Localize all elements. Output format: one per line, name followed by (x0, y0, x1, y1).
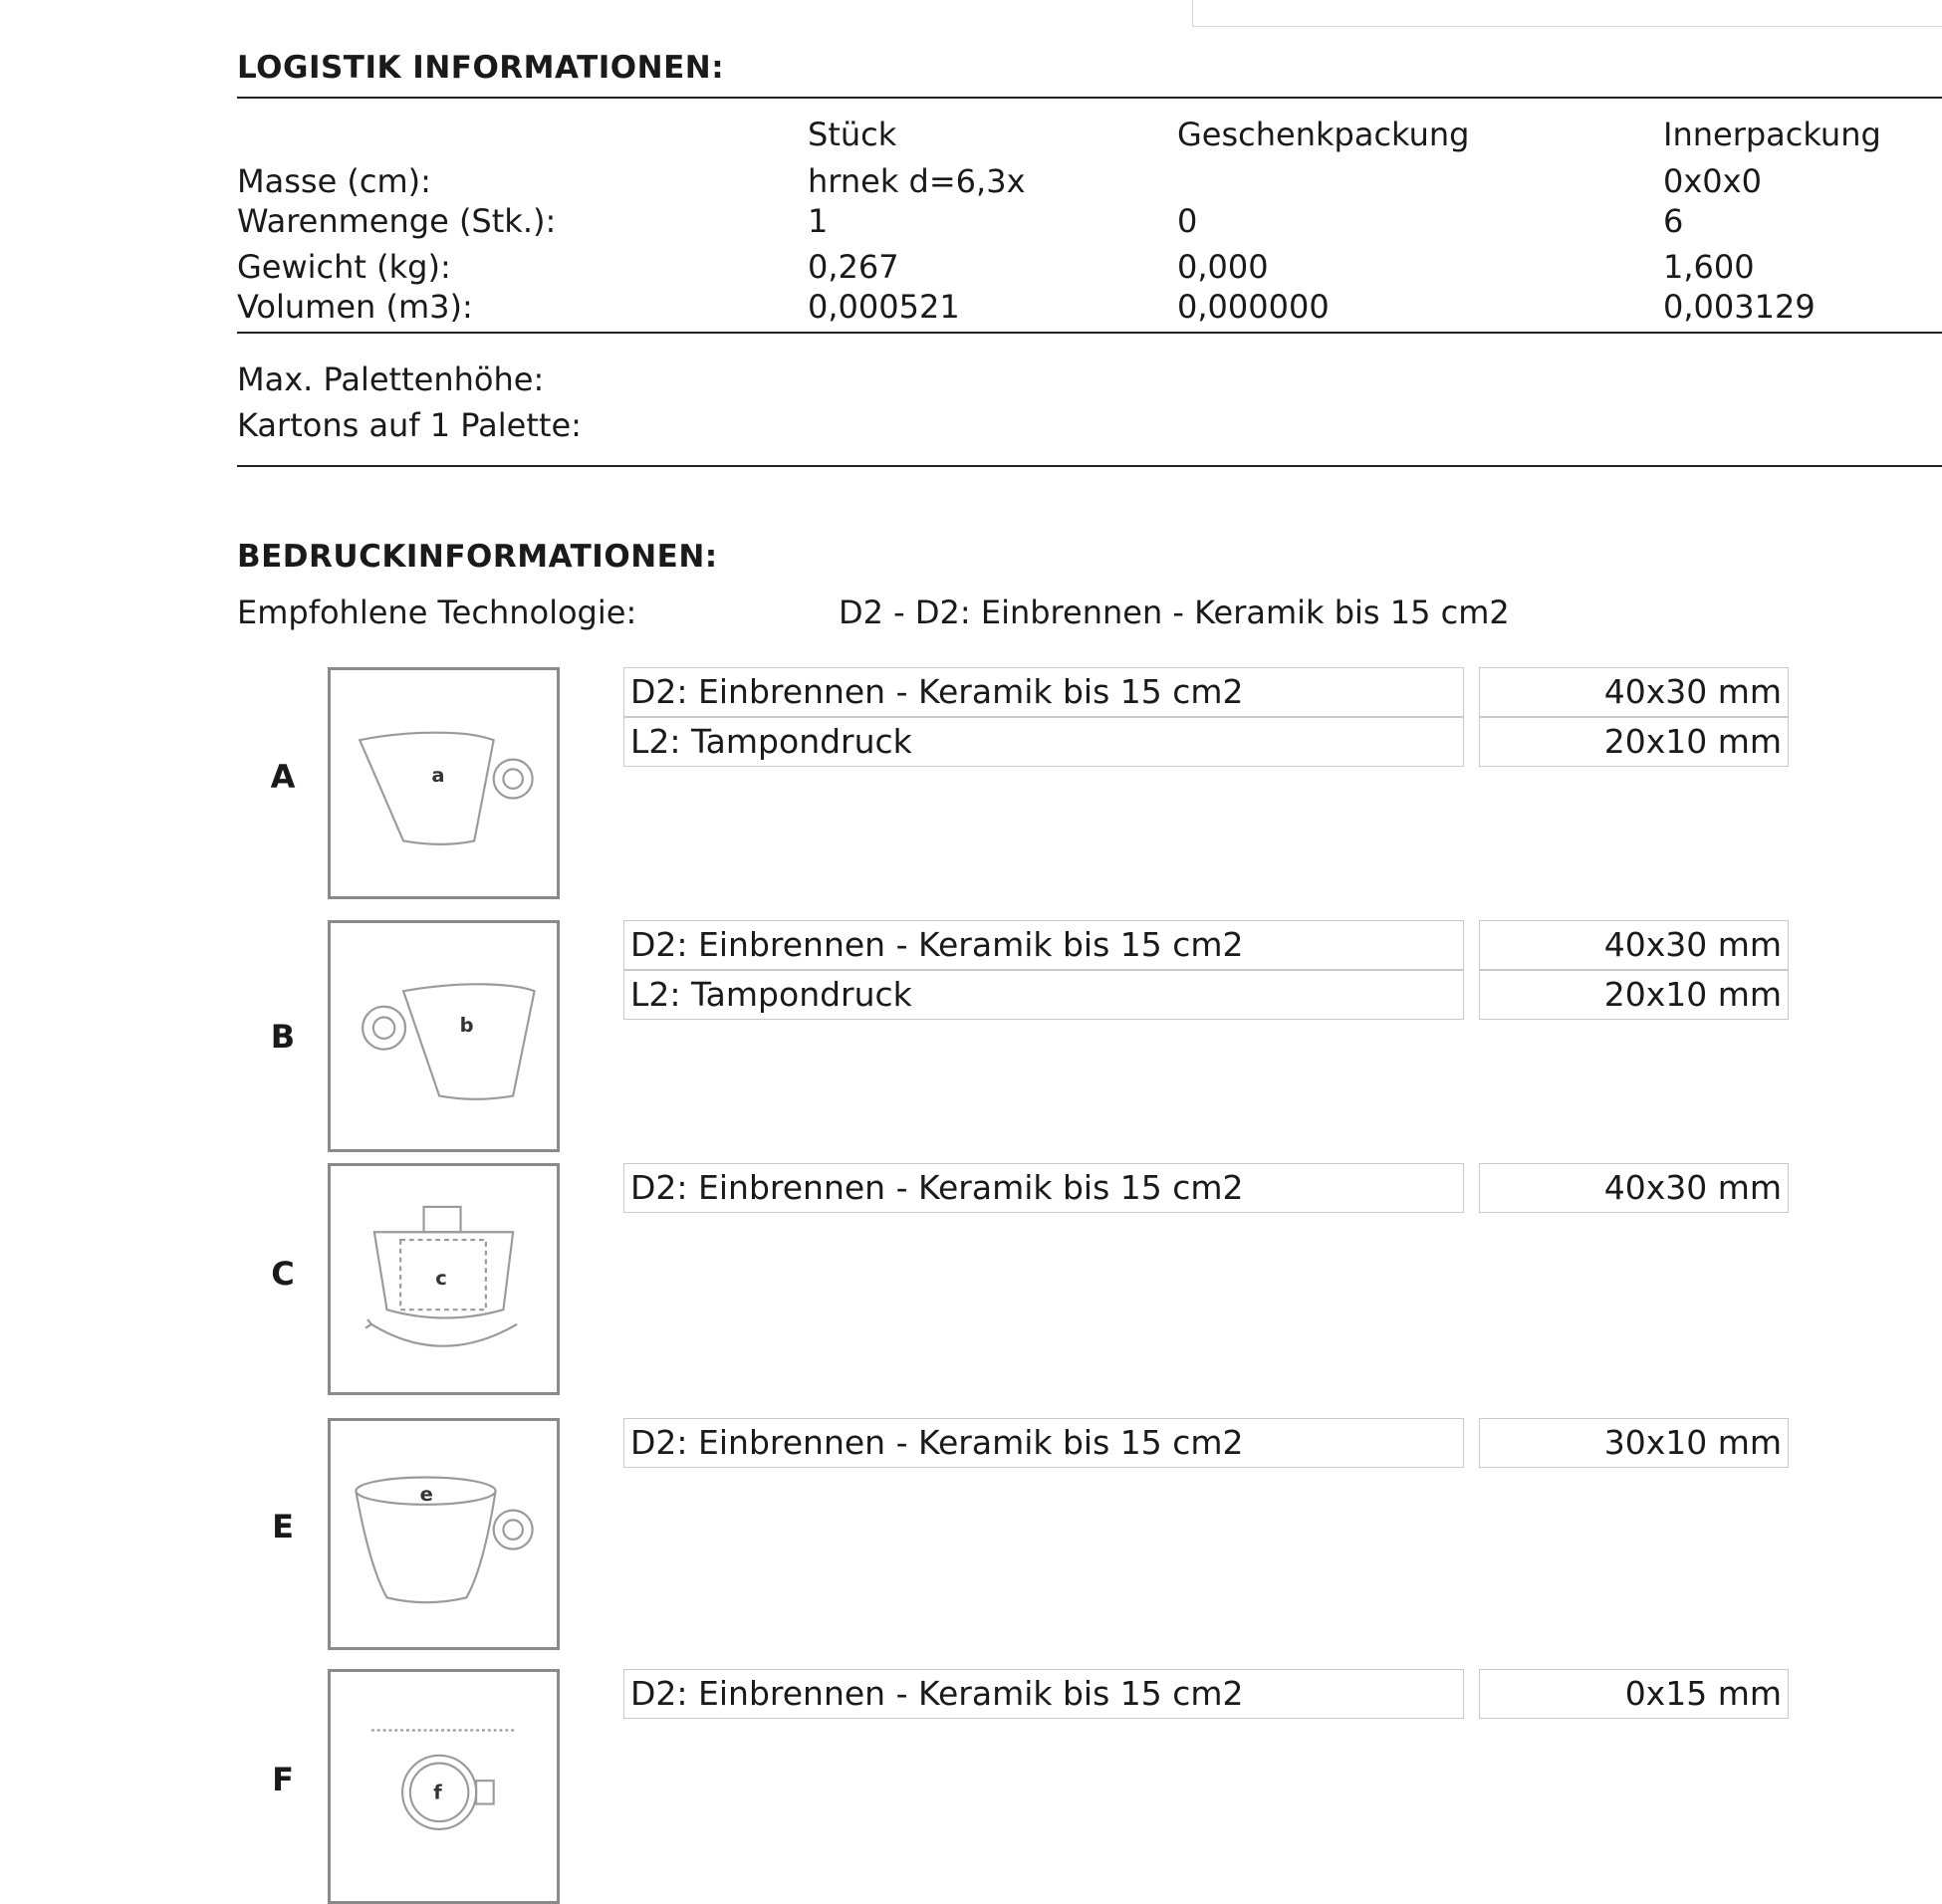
value-geschenk: 0,000000 (1177, 288, 1330, 326)
logistics-row-gewicht (237, 248, 1942, 288)
value-geschenk: 0 (1177, 202, 1198, 240)
row-label: Warenmenge (Stk.): (237, 202, 557, 240)
value-stueck: 0,000521 (808, 288, 960, 326)
technology-cell: D2: Einbrennen - Keramik bis 15 cm2 (623, 1418, 1464, 1468)
value-inner: 6 (1663, 202, 1684, 240)
logistics-middle-rule (237, 332, 1942, 334)
cup-position-f-icon (328, 1669, 560, 1904)
size-cell: 20x10 mm (1479, 717, 1789, 767)
logistics-header-row (237, 116, 1942, 155)
position-mark: e (419, 1482, 433, 1506)
cup-position-c-icon (328, 1163, 560, 1395)
cup-position-a-icon (328, 667, 560, 899)
size-cell: 40x30 mm (1479, 920, 1789, 970)
pallet-height-label: Max. Palettenhöhe: (237, 360, 545, 398)
size-cell: 40x30 mm (1479, 667, 1789, 717)
value-geschenk: 0,000 (1177, 248, 1269, 286)
value-inner: 0x0x0 (1663, 162, 1762, 200)
logistics-top-rule (237, 97, 1942, 99)
top-frame-edge (1192, 0, 1942, 27)
recommended-technology-label: Empfohlene Technologie: (237, 594, 637, 631)
value-stueck: 1 (808, 202, 829, 240)
technology-cell: L2: Tampondruck (623, 970, 1464, 1020)
technology-cell: D2: Einbrennen - Keramik bis 15 cm2 (623, 1163, 1464, 1213)
position-letter: A (270, 758, 296, 796)
position-letter: F (272, 1761, 294, 1798)
print-title: BEDRUCKINFORMATIONEN: (237, 539, 718, 575)
header-innerpackung: Innerpackung (1663, 116, 1881, 153)
value-inner: 0,003129 (1663, 288, 1816, 326)
technology-cell: D2: Einbrennen - Keramik bis 15 cm2 (623, 1669, 1464, 1719)
position-mark: f (433, 1781, 442, 1804)
row-label: Gewicht (kg): (237, 248, 451, 286)
position-letter: C (271, 1255, 295, 1293)
size-cell: 0x15 mm (1479, 1669, 1789, 1719)
position-mark: a (431, 764, 445, 788)
technology-cell: D2: Einbrennen - Keramik bis 15 cm2 (623, 667, 1464, 717)
position-mark: b (459, 1014, 474, 1038)
recommended-technology-value: D2 - D2: Einbrennen - Keramik bis 15 cm2 (839, 594, 1510, 631)
value-stueck: 0,267 (808, 248, 899, 286)
logistics-bottom-rule (237, 465, 1942, 467)
size-cell: 20x10 mm (1479, 970, 1789, 1020)
technology-cell: D2: Einbrennen - Keramik bis 15 cm2 (623, 920, 1464, 970)
logistics-row-warenmenge (237, 202, 1942, 242)
value-inner: 1,600 (1663, 248, 1755, 286)
header-geschenkpackung: Geschenkpackung (1177, 116, 1470, 153)
row-label: Volumen (m3): (237, 288, 473, 326)
position-letter: E (272, 1508, 294, 1546)
size-cell: 30x10 mm (1479, 1418, 1789, 1468)
technology-cell: L2: Tampondruck (623, 717, 1464, 767)
value-stueck: hrnek d=6,3x (808, 162, 1026, 200)
logistics-title: LOGISTIK INFORMATIONEN: (237, 50, 725, 86)
position-letter: B (270, 1018, 296, 1056)
cup-position-e-icon (328, 1418, 560, 1650)
row-label: Masse (cm): (237, 162, 431, 200)
size-cell: 40x30 mm (1479, 1163, 1789, 1213)
cup-position-b-icon (328, 920, 560, 1152)
logistics-row-volumen (237, 288, 1942, 328)
logistics-row-masse (237, 162, 1942, 202)
header-stueck: Stück (808, 116, 897, 153)
cartons-per-pallet-label: Kartons auf 1 Palette: (237, 406, 582, 444)
position-mark: c (435, 1266, 447, 1290)
